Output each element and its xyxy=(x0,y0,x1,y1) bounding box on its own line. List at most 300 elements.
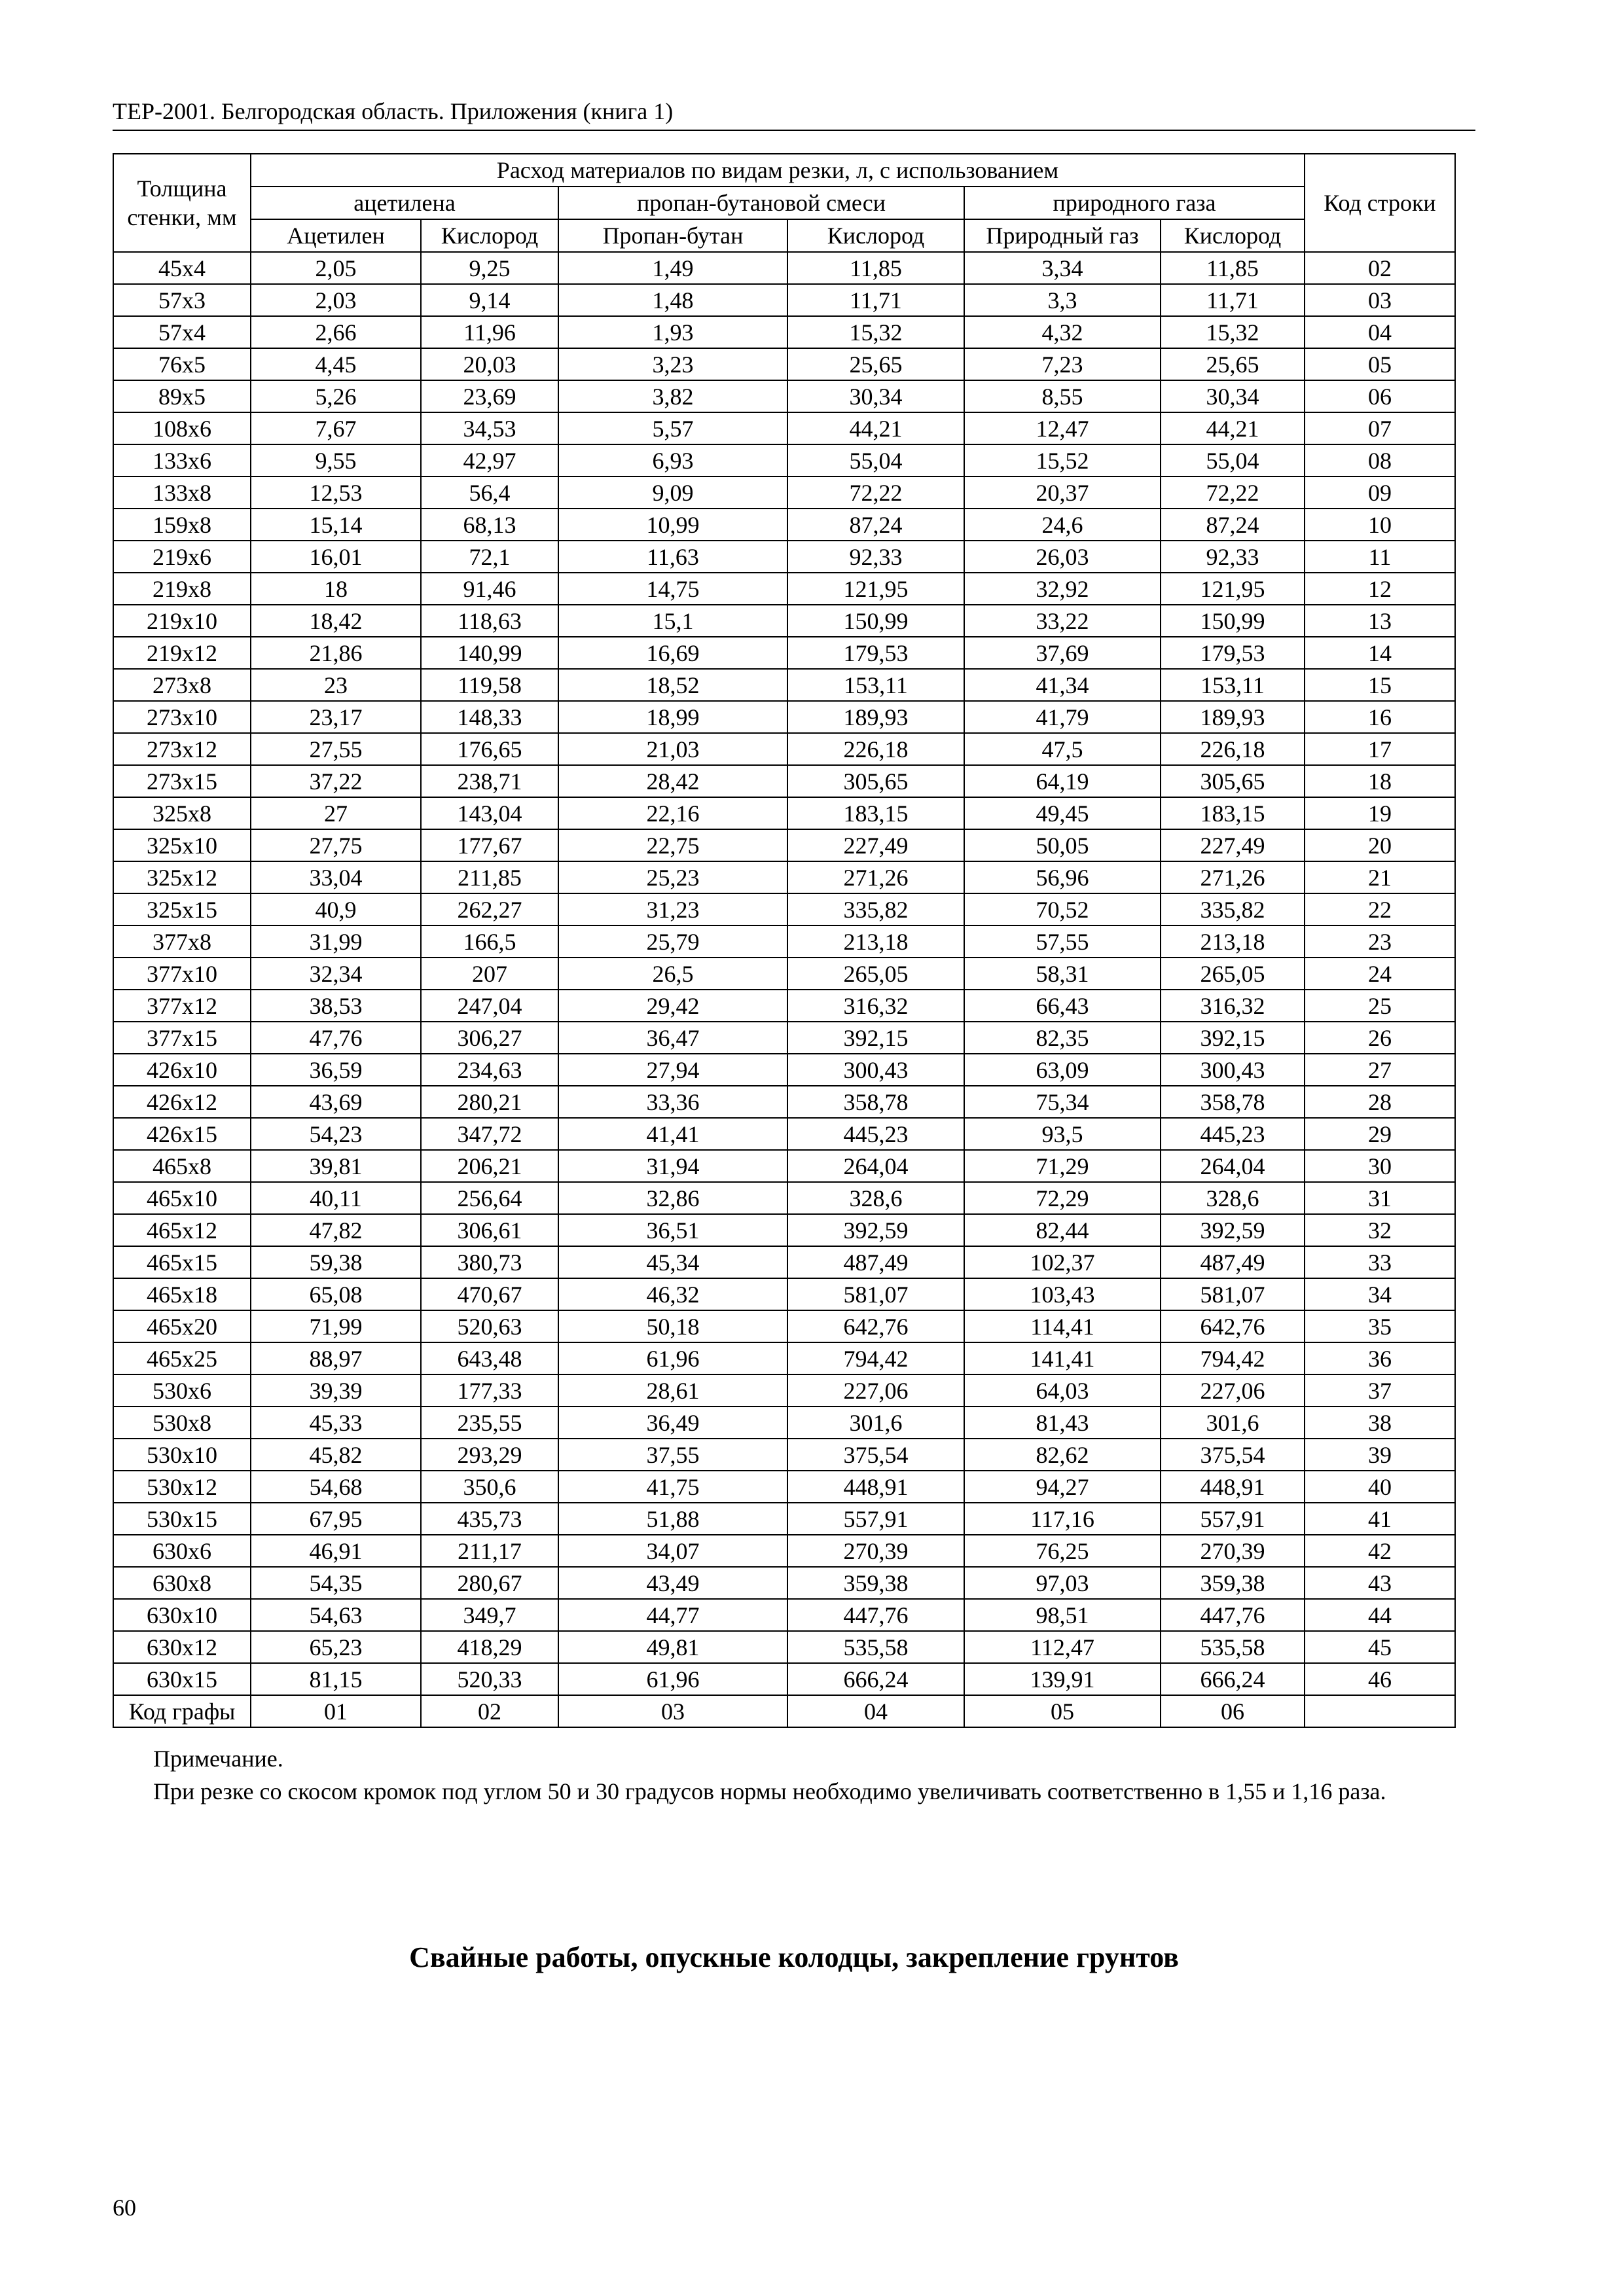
cell-natural-gas: 64,19 xyxy=(964,765,1161,797)
cell-oxygen-2: 153,11 xyxy=(787,669,964,701)
cell-oxygen-2: 487,49 xyxy=(787,1246,964,1278)
cell-acetylene: 15,14 xyxy=(251,509,421,541)
cell-acetylene: 2,66 xyxy=(251,316,421,348)
cell-oxygen-1: 293,29 xyxy=(421,1439,558,1471)
cell-row-code: 30 xyxy=(1305,1150,1455,1182)
cell-natural-gas: 82,44 xyxy=(964,1214,1161,1246)
cell-row-code: 35 xyxy=(1305,1310,1455,1342)
cell-row-code: 36 xyxy=(1305,1342,1455,1374)
cell-row-code: 12 xyxy=(1305,573,1455,605)
header-group-natural: природного газа xyxy=(964,187,1305,219)
cell-propane-butane: 31,94 xyxy=(558,1150,787,1182)
cell-oxygen-2: 328,6 xyxy=(787,1182,964,1214)
cell-propane-butane: 36,49 xyxy=(558,1407,787,1439)
cell-thickness: 630x12 xyxy=(113,1631,251,1663)
cell-oxygen-2: 300,43 xyxy=(787,1054,964,1086)
table-row xyxy=(113,252,1455,284)
cell-acetylene: 38,53 xyxy=(251,990,421,1022)
cell-propane-butane: 22,75 xyxy=(558,829,787,861)
cell-oxygen-3: 72,22 xyxy=(1161,476,1305,509)
cell-row-code: 42 xyxy=(1305,1535,1455,1567)
cell-row-code: 18 xyxy=(1305,765,1455,797)
table-row xyxy=(113,509,1455,541)
cell-propane-butane: 46,32 xyxy=(558,1278,787,1310)
cell-propane-butane: 18,52 xyxy=(558,669,787,701)
cell-oxygen-1: 470,67 xyxy=(421,1278,558,1310)
cell-natural-gas: 41,34 xyxy=(964,669,1161,701)
cell-oxygen-1: 9,14 xyxy=(421,284,558,316)
cell-oxygen-1: 9,25 xyxy=(421,252,558,284)
cell-thickness: 108x6 xyxy=(113,412,251,444)
cell-propane-butane: 34,07 xyxy=(558,1535,787,1567)
cell-row-code: 43 xyxy=(1305,1567,1455,1599)
cell-thickness: 465x25 xyxy=(113,1342,251,1374)
cell-oxygen-2: 265,05 xyxy=(787,958,964,990)
cell-propane-butane: 1,48 xyxy=(558,284,787,316)
cell-oxygen-3: 487,49 xyxy=(1161,1246,1305,1278)
cell-row-code: 07 xyxy=(1305,412,1455,444)
table-row xyxy=(113,1374,1455,1407)
cell-acetylene: 12,53 xyxy=(251,476,421,509)
cell-oxygen-1: 177,33 xyxy=(421,1374,558,1407)
table-row xyxy=(113,958,1455,990)
cell-natural-gas: 47,5 xyxy=(964,733,1161,765)
table-row xyxy=(113,1182,1455,1214)
cell-propane-butane: 32,86 xyxy=(558,1182,787,1214)
cell-oxygen-3: 301,6 xyxy=(1161,1407,1305,1439)
table-row xyxy=(113,701,1455,733)
cell-oxygen-3: 213,18 xyxy=(1161,925,1305,958)
cell-oxygen-3: 666,24 xyxy=(1161,1663,1305,1695)
cell-thickness: 76x5 xyxy=(113,348,251,380)
cell-natural-gas: 56,96 xyxy=(964,861,1161,893)
cell-acetylene: 23,17 xyxy=(251,701,421,733)
cell-row-code: 45 xyxy=(1305,1631,1455,1663)
cell-propane-butane: 5,57 xyxy=(558,412,787,444)
table-row xyxy=(113,605,1455,637)
cell-row-code: 03 xyxy=(1305,284,1455,316)
cell-propane-butane: 10,99 xyxy=(558,509,787,541)
cell-oxygen-3: 55,04 xyxy=(1161,444,1305,476)
cell-natural-gas: 141,41 xyxy=(964,1342,1161,1374)
cell-natural-gas: 64,03 xyxy=(964,1374,1161,1407)
cell-oxygen-3: 392,15 xyxy=(1161,1022,1305,1054)
cell-oxygen-2: 264,04 xyxy=(787,1150,964,1182)
cell-thickness: 159x8 xyxy=(113,509,251,541)
cell-acetylene: 65,23 xyxy=(251,1631,421,1663)
cell-oxygen-1: 256,64 xyxy=(421,1182,558,1214)
table-row xyxy=(113,829,1455,861)
cell-oxygen-1: 119,58 xyxy=(421,669,558,701)
cell-oxygen-3: 448,91 xyxy=(1161,1471,1305,1503)
cell-oxygen-3: 300,43 xyxy=(1161,1054,1305,1086)
cell-oxygen-3: 227,06 xyxy=(1161,1374,1305,1407)
cell-oxygen-2: 226,18 xyxy=(787,733,964,765)
table-row xyxy=(113,1342,1455,1374)
table-row xyxy=(113,893,1455,925)
cell-oxygen-3: 375,54 xyxy=(1161,1439,1305,1471)
table-row xyxy=(113,1150,1455,1182)
table-row xyxy=(113,1246,1455,1278)
cell-oxygen-3: 359,38 xyxy=(1161,1567,1305,1599)
cell-natural-gas: 93,5 xyxy=(964,1118,1161,1150)
cell-natural-gas: 33,22 xyxy=(964,605,1161,637)
table-row xyxy=(113,476,1455,509)
cell-acetylene: 23 xyxy=(251,669,421,701)
cell-propane-butane: 33,36 xyxy=(558,1086,787,1118)
cell-natural-gas: 26,03 xyxy=(964,541,1161,573)
column-code-cell xyxy=(1305,1695,1455,1727)
column-code-cell: 06 xyxy=(1161,1695,1305,1727)
cell-propane-butane: 3,82 xyxy=(558,380,787,412)
cell-natural-gas: 139,91 xyxy=(964,1663,1161,1695)
cell-natural-gas: 8,55 xyxy=(964,380,1161,412)
cell-natural-gas: 98,51 xyxy=(964,1599,1161,1631)
cell-oxygen-1: 91,46 xyxy=(421,573,558,605)
cell-oxygen-1: 235,55 xyxy=(421,1407,558,1439)
cell-oxygen-1: 23,69 xyxy=(421,380,558,412)
cell-propane-butane: 28,61 xyxy=(558,1374,787,1407)
cell-thickness: 219x6 xyxy=(113,541,251,573)
running-header: ТЕР-2001. Белгородская область. Приложения (книга 1) xyxy=(113,98,674,124)
cell-thickness: 630x10 xyxy=(113,1599,251,1631)
cell-natural-gas: 20,37 xyxy=(964,476,1161,509)
cell-natural-gas: 94,27 xyxy=(964,1471,1161,1503)
cell-acetylene: 45,82 xyxy=(251,1439,421,1471)
cell-propane-butane: 29,42 xyxy=(558,990,787,1022)
cell-propane-butane: 11,63 xyxy=(558,541,787,573)
cell-acetylene: 67,95 xyxy=(251,1503,421,1535)
cell-thickness: 377x10 xyxy=(113,958,251,990)
cell-propane-butane: 25,79 xyxy=(558,925,787,958)
cell-propane-butane: 41,41 xyxy=(558,1118,787,1150)
cell-oxygen-2: 794,42 xyxy=(787,1342,964,1374)
cell-oxygen-2: 447,76 xyxy=(787,1599,964,1631)
cell-oxygen-3: 11,85 xyxy=(1161,252,1305,284)
column-code-cell: 05 xyxy=(964,1695,1161,1727)
cell-oxygen-1: 280,67 xyxy=(421,1567,558,1599)
cell-acetylene: 54,68 xyxy=(251,1471,421,1503)
cell-acetylene: 4,45 xyxy=(251,348,421,380)
cell-oxygen-1: 211,85 xyxy=(421,861,558,893)
cell-oxygen-1: 435,73 xyxy=(421,1503,558,1535)
cell-thickness: 465x12 xyxy=(113,1214,251,1246)
cell-propane-butane: 21,03 xyxy=(558,733,787,765)
table-row xyxy=(113,861,1455,893)
table-row xyxy=(113,990,1455,1022)
header-thickness: Толщина стенки, мм xyxy=(113,154,251,252)
table-row xyxy=(113,797,1455,829)
cell-oxygen-2: 227,06 xyxy=(787,1374,964,1407)
cell-thickness: 377x15 xyxy=(113,1022,251,1054)
cell-acetylene: 5,26 xyxy=(251,380,421,412)
cell-row-code: 24 xyxy=(1305,958,1455,990)
cell-oxygen-1: 380,73 xyxy=(421,1246,558,1278)
cell-natural-gas: 24,6 xyxy=(964,509,1161,541)
cell-acetylene: 45,33 xyxy=(251,1407,421,1439)
cell-row-code: 33 xyxy=(1305,1246,1455,1278)
note xyxy=(113,1742,1475,1808)
cell-oxygen-1: 176,65 xyxy=(421,733,558,765)
cell-acetylene: 27,55 xyxy=(251,733,421,765)
cell-acetylene: 2,05 xyxy=(251,252,421,284)
cell-thickness: 273x8 xyxy=(113,669,251,701)
cell-oxygen-1: 234,63 xyxy=(421,1054,558,1086)
cell-natural-gas: 50,05 xyxy=(964,829,1161,861)
cell-oxygen-2: 392,15 xyxy=(787,1022,964,1054)
cell-natural-gas: 15,52 xyxy=(964,444,1161,476)
cell-oxygen-3: 264,04 xyxy=(1161,1150,1305,1182)
cell-oxygen-1: 143,04 xyxy=(421,797,558,829)
cell-natural-gas: 71,29 xyxy=(964,1150,1161,1182)
cell-acetylene: 18 xyxy=(251,573,421,605)
cell-propane-butane: 1,49 xyxy=(558,252,787,284)
header-row-code: Код строки xyxy=(1305,154,1455,252)
header-group-acetylene: ацетилена xyxy=(251,187,558,219)
cell-oxygen-2: 445,23 xyxy=(787,1118,964,1150)
cell-acetylene: 18,42 xyxy=(251,605,421,637)
cell-oxygen-2: 392,59 xyxy=(787,1214,964,1246)
cell-oxygen-3: 189,93 xyxy=(1161,701,1305,733)
cell-oxygen-2: 557,91 xyxy=(787,1503,964,1535)
cell-oxygen-1: 520,33 xyxy=(421,1663,558,1695)
cell-oxygen-3: 557,91 xyxy=(1161,1503,1305,1535)
cell-thickness: 530x12 xyxy=(113,1471,251,1503)
cell-row-code: 31 xyxy=(1305,1182,1455,1214)
cell-oxygen-1: 418,29 xyxy=(421,1631,558,1663)
cell-natural-gas: 49,45 xyxy=(964,797,1161,829)
cell-natural-gas: 114,41 xyxy=(964,1310,1161,1342)
cell-oxygen-2: 227,49 xyxy=(787,829,964,861)
cell-acetylene: 27 xyxy=(251,797,421,829)
consumption-table xyxy=(113,153,1456,1728)
cell-acetylene: 40,11 xyxy=(251,1182,421,1214)
cell-row-code: 05 xyxy=(1305,348,1455,380)
cell-oxygen-2: 150,99 xyxy=(787,605,964,637)
cell-thickness: 219x12 xyxy=(113,637,251,669)
table-row xyxy=(113,380,1455,412)
cell-natural-gas: 76,25 xyxy=(964,1535,1161,1567)
cell-natural-gas: 37,69 xyxy=(964,637,1161,669)
table-row xyxy=(113,284,1455,316)
table-row xyxy=(113,1086,1455,1118)
cell-thickness: 377x8 xyxy=(113,925,251,958)
cell-thickness: 426x15 xyxy=(113,1118,251,1150)
table-row xyxy=(113,637,1455,669)
cell-row-code: 08 xyxy=(1305,444,1455,476)
cell-propane-butane: 14,75 xyxy=(558,573,787,605)
cell-oxygen-3: 30,34 xyxy=(1161,380,1305,412)
cell-thickness: 465x8 xyxy=(113,1150,251,1182)
cell-oxygen-1: 11,96 xyxy=(421,316,558,348)
note-text: При резке со скосом кромок под углом 50 и 30 градусов нормы необходимо увеличивать соответственно в 1,55 и 1,16 раза. xyxy=(153,1778,1386,1804)
cell-row-code: 13 xyxy=(1305,605,1455,637)
cell-oxygen-1: 520,63 xyxy=(421,1310,558,1342)
table-row xyxy=(113,1214,1455,1246)
table-row xyxy=(113,1439,1455,1471)
cell-oxygen-2: 87,24 xyxy=(787,509,964,541)
column-code-cell: 01 xyxy=(251,1695,421,1727)
cell-oxygen-2: 92,33 xyxy=(787,541,964,573)
cell-row-code: 14 xyxy=(1305,637,1455,669)
cell-oxygen-3: 392,59 xyxy=(1161,1214,1305,1246)
header-group-propane: пропан-бутановой смеси xyxy=(558,187,964,219)
cell-oxygen-2: 121,95 xyxy=(787,573,964,605)
table-row xyxy=(113,412,1455,444)
cell-oxygen-2: 270,39 xyxy=(787,1535,964,1567)
cell-propane-butane: 41,75 xyxy=(558,1471,787,1503)
cell-acetylene: 65,08 xyxy=(251,1278,421,1310)
cell-oxygen-3: 153,11 xyxy=(1161,669,1305,701)
cell-thickness: 465x15 xyxy=(113,1246,251,1278)
cell-oxygen-1: 34,53 xyxy=(421,412,558,444)
cell-propane-butane: 61,96 xyxy=(558,1342,787,1374)
table-row xyxy=(113,669,1455,701)
table-row xyxy=(113,1663,1455,1695)
cell-thickness: 133x8 xyxy=(113,476,251,509)
cell-oxygen-1: 207 xyxy=(421,958,558,990)
table-row xyxy=(113,573,1455,605)
cell-oxygen-2: 179,53 xyxy=(787,637,964,669)
header-sub-oxygen-3: Кислород xyxy=(1161,219,1305,252)
cell-row-code: 41 xyxy=(1305,1503,1455,1535)
table-row xyxy=(113,765,1455,797)
header-rule xyxy=(113,130,1475,131)
cell-row-code: 17 xyxy=(1305,733,1455,765)
cell-oxygen-1: 643,48 xyxy=(421,1342,558,1374)
cell-oxygen-3: 92,33 xyxy=(1161,541,1305,573)
cell-natural-gas: 117,16 xyxy=(964,1503,1161,1535)
cell-oxygen-2: 183,15 xyxy=(787,797,964,829)
cell-natural-gas: 57,55 xyxy=(964,925,1161,958)
cell-oxygen-2: 448,91 xyxy=(787,1471,964,1503)
cell-oxygen-3: 642,76 xyxy=(1161,1310,1305,1342)
cell-oxygen-2: 359,38 xyxy=(787,1567,964,1599)
table-row xyxy=(113,1407,1455,1439)
cell-acetylene: 2,03 xyxy=(251,284,421,316)
cell-thickness: 465x10 xyxy=(113,1182,251,1214)
cell-oxygen-2: 305,65 xyxy=(787,765,964,797)
cell-row-code: 39 xyxy=(1305,1439,1455,1471)
cell-thickness: 630x6 xyxy=(113,1535,251,1567)
cell-row-code: 09 xyxy=(1305,476,1455,509)
cell-oxygen-3: 305,65 xyxy=(1161,765,1305,797)
cell-thickness: 630x15 xyxy=(113,1663,251,1695)
cell-natural-gas: 103,43 xyxy=(964,1278,1161,1310)
section-title: Свайные работы, опускные колодцы, закрепление грунтов xyxy=(409,1941,1179,1973)
header-sub-oxygen-2: Кислород xyxy=(787,219,964,252)
cell-natural-gas: 12,47 xyxy=(964,412,1161,444)
cell-thickness: 45x4 xyxy=(113,252,251,284)
cell-natural-gas: 102,37 xyxy=(964,1246,1161,1278)
cell-propane-butane: 25,23 xyxy=(558,861,787,893)
cell-thickness: 465x20 xyxy=(113,1310,251,1342)
cell-acetylene: 43,69 xyxy=(251,1086,421,1118)
cell-propane-butane: 49,81 xyxy=(558,1631,787,1663)
header-sub-propane: Пропан-бутан xyxy=(558,219,787,252)
cell-thickness: 57x3 xyxy=(113,284,251,316)
cell-oxygen-2: 375,54 xyxy=(787,1439,964,1471)
cell-natural-gas: 63,09 xyxy=(964,1054,1161,1086)
cell-oxygen-2: 44,21 xyxy=(787,412,964,444)
cell-oxygen-3: 358,78 xyxy=(1161,1086,1305,1118)
cell-oxygen-1: 306,27 xyxy=(421,1022,558,1054)
cell-oxygen-3: 270,39 xyxy=(1161,1535,1305,1567)
cell-acetylene: 81,15 xyxy=(251,1663,421,1695)
cell-thickness: 530x10 xyxy=(113,1439,251,1471)
cell-row-code: 20 xyxy=(1305,829,1455,861)
cell-oxygen-1: 280,21 xyxy=(421,1086,558,1118)
cell-oxygen-3: 183,15 xyxy=(1161,797,1305,829)
cell-oxygen-1: 211,17 xyxy=(421,1535,558,1567)
cell-thickness: 325x12 xyxy=(113,861,251,893)
cell-acetylene: 31,99 xyxy=(251,925,421,958)
cell-natural-gas: 97,03 xyxy=(964,1567,1161,1599)
cell-row-code: 38 xyxy=(1305,1407,1455,1439)
cell-row-code: 28 xyxy=(1305,1086,1455,1118)
cell-oxygen-1: 262,27 xyxy=(421,893,558,925)
cell-thickness: 465x18 xyxy=(113,1278,251,1310)
cell-oxygen-1: 347,72 xyxy=(421,1118,558,1150)
cell-thickness: 426x12 xyxy=(113,1086,251,1118)
table-row xyxy=(113,925,1455,958)
cell-thickness: 630x8 xyxy=(113,1567,251,1599)
cell-thickness: 89x5 xyxy=(113,380,251,412)
cell-acetylene: 46,91 xyxy=(251,1535,421,1567)
cell-oxygen-3: 794,42 xyxy=(1161,1342,1305,1374)
table-row xyxy=(113,1631,1455,1663)
cell-propane-butane: 26,5 xyxy=(558,958,787,990)
cell-thickness: 325x15 xyxy=(113,893,251,925)
cell-natural-gas: 3,34 xyxy=(964,252,1161,284)
cell-oxygen-2: 358,78 xyxy=(787,1086,964,1118)
column-code-row xyxy=(113,1695,1455,1727)
cell-oxygen-3: 25,65 xyxy=(1161,348,1305,380)
cell-natural-gas: 72,29 xyxy=(964,1182,1161,1214)
cell-oxygen-1: 247,04 xyxy=(421,990,558,1022)
cell-propane-butane: 6,93 xyxy=(558,444,787,476)
cell-propane-butane: 16,69 xyxy=(558,637,787,669)
cell-row-code: 26 xyxy=(1305,1022,1455,1054)
cell-propane-butane: 43,49 xyxy=(558,1567,787,1599)
cell-oxygen-2: 11,71 xyxy=(787,284,964,316)
cell-thickness: 377x12 xyxy=(113,990,251,1022)
cell-natural-gas: 7,23 xyxy=(964,348,1161,380)
cell-oxygen-1: 177,67 xyxy=(421,829,558,861)
cell-row-code: 06 xyxy=(1305,380,1455,412)
cell-acetylene: 27,75 xyxy=(251,829,421,861)
cell-row-code: 19 xyxy=(1305,797,1455,829)
table-row xyxy=(113,733,1455,765)
table-row xyxy=(113,1118,1455,1150)
cell-propane-butane: 18,99 xyxy=(558,701,787,733)
cell-thickness: 219x8 xyxy=(113,573,251,605)
table-row xyxy=(113,1310,1455,1342)
cell-propane-butane: 28,42 xyxy=(558,765,787,797)
cell-oxygen-1: 238,71 xyxy=(421,765,558,797)
cell-acetylene: 59,38 xyxy=(251,1246,421,1278)
cell-thickness: 219x10 xyxy=(113,605,251,637)
cell-thickness: 57x4 xyxy=(113,316,251,348)
cell-oxygen-1: 56,4 xyxy=(421,476,558,509)
cell-oxygen-1: 118,63 xyxy=(421,605,558,637)
cell-thickness: 530x8 xyxy=(113,1407,251,1439)
cell-propane-butane: 22,16 xyxy=(558,797,787,829)
cell-oxygen-3: 226,18 xyxy=(1161,733,1305,765)
column-code-cell: 02 xyxy=(421,1695,558,1727)
cell-propane-butane: 61,96 xyxy=(558,1663,787,1695)
note-label: Примечание. xyxy=(153,1746,283,1772)
